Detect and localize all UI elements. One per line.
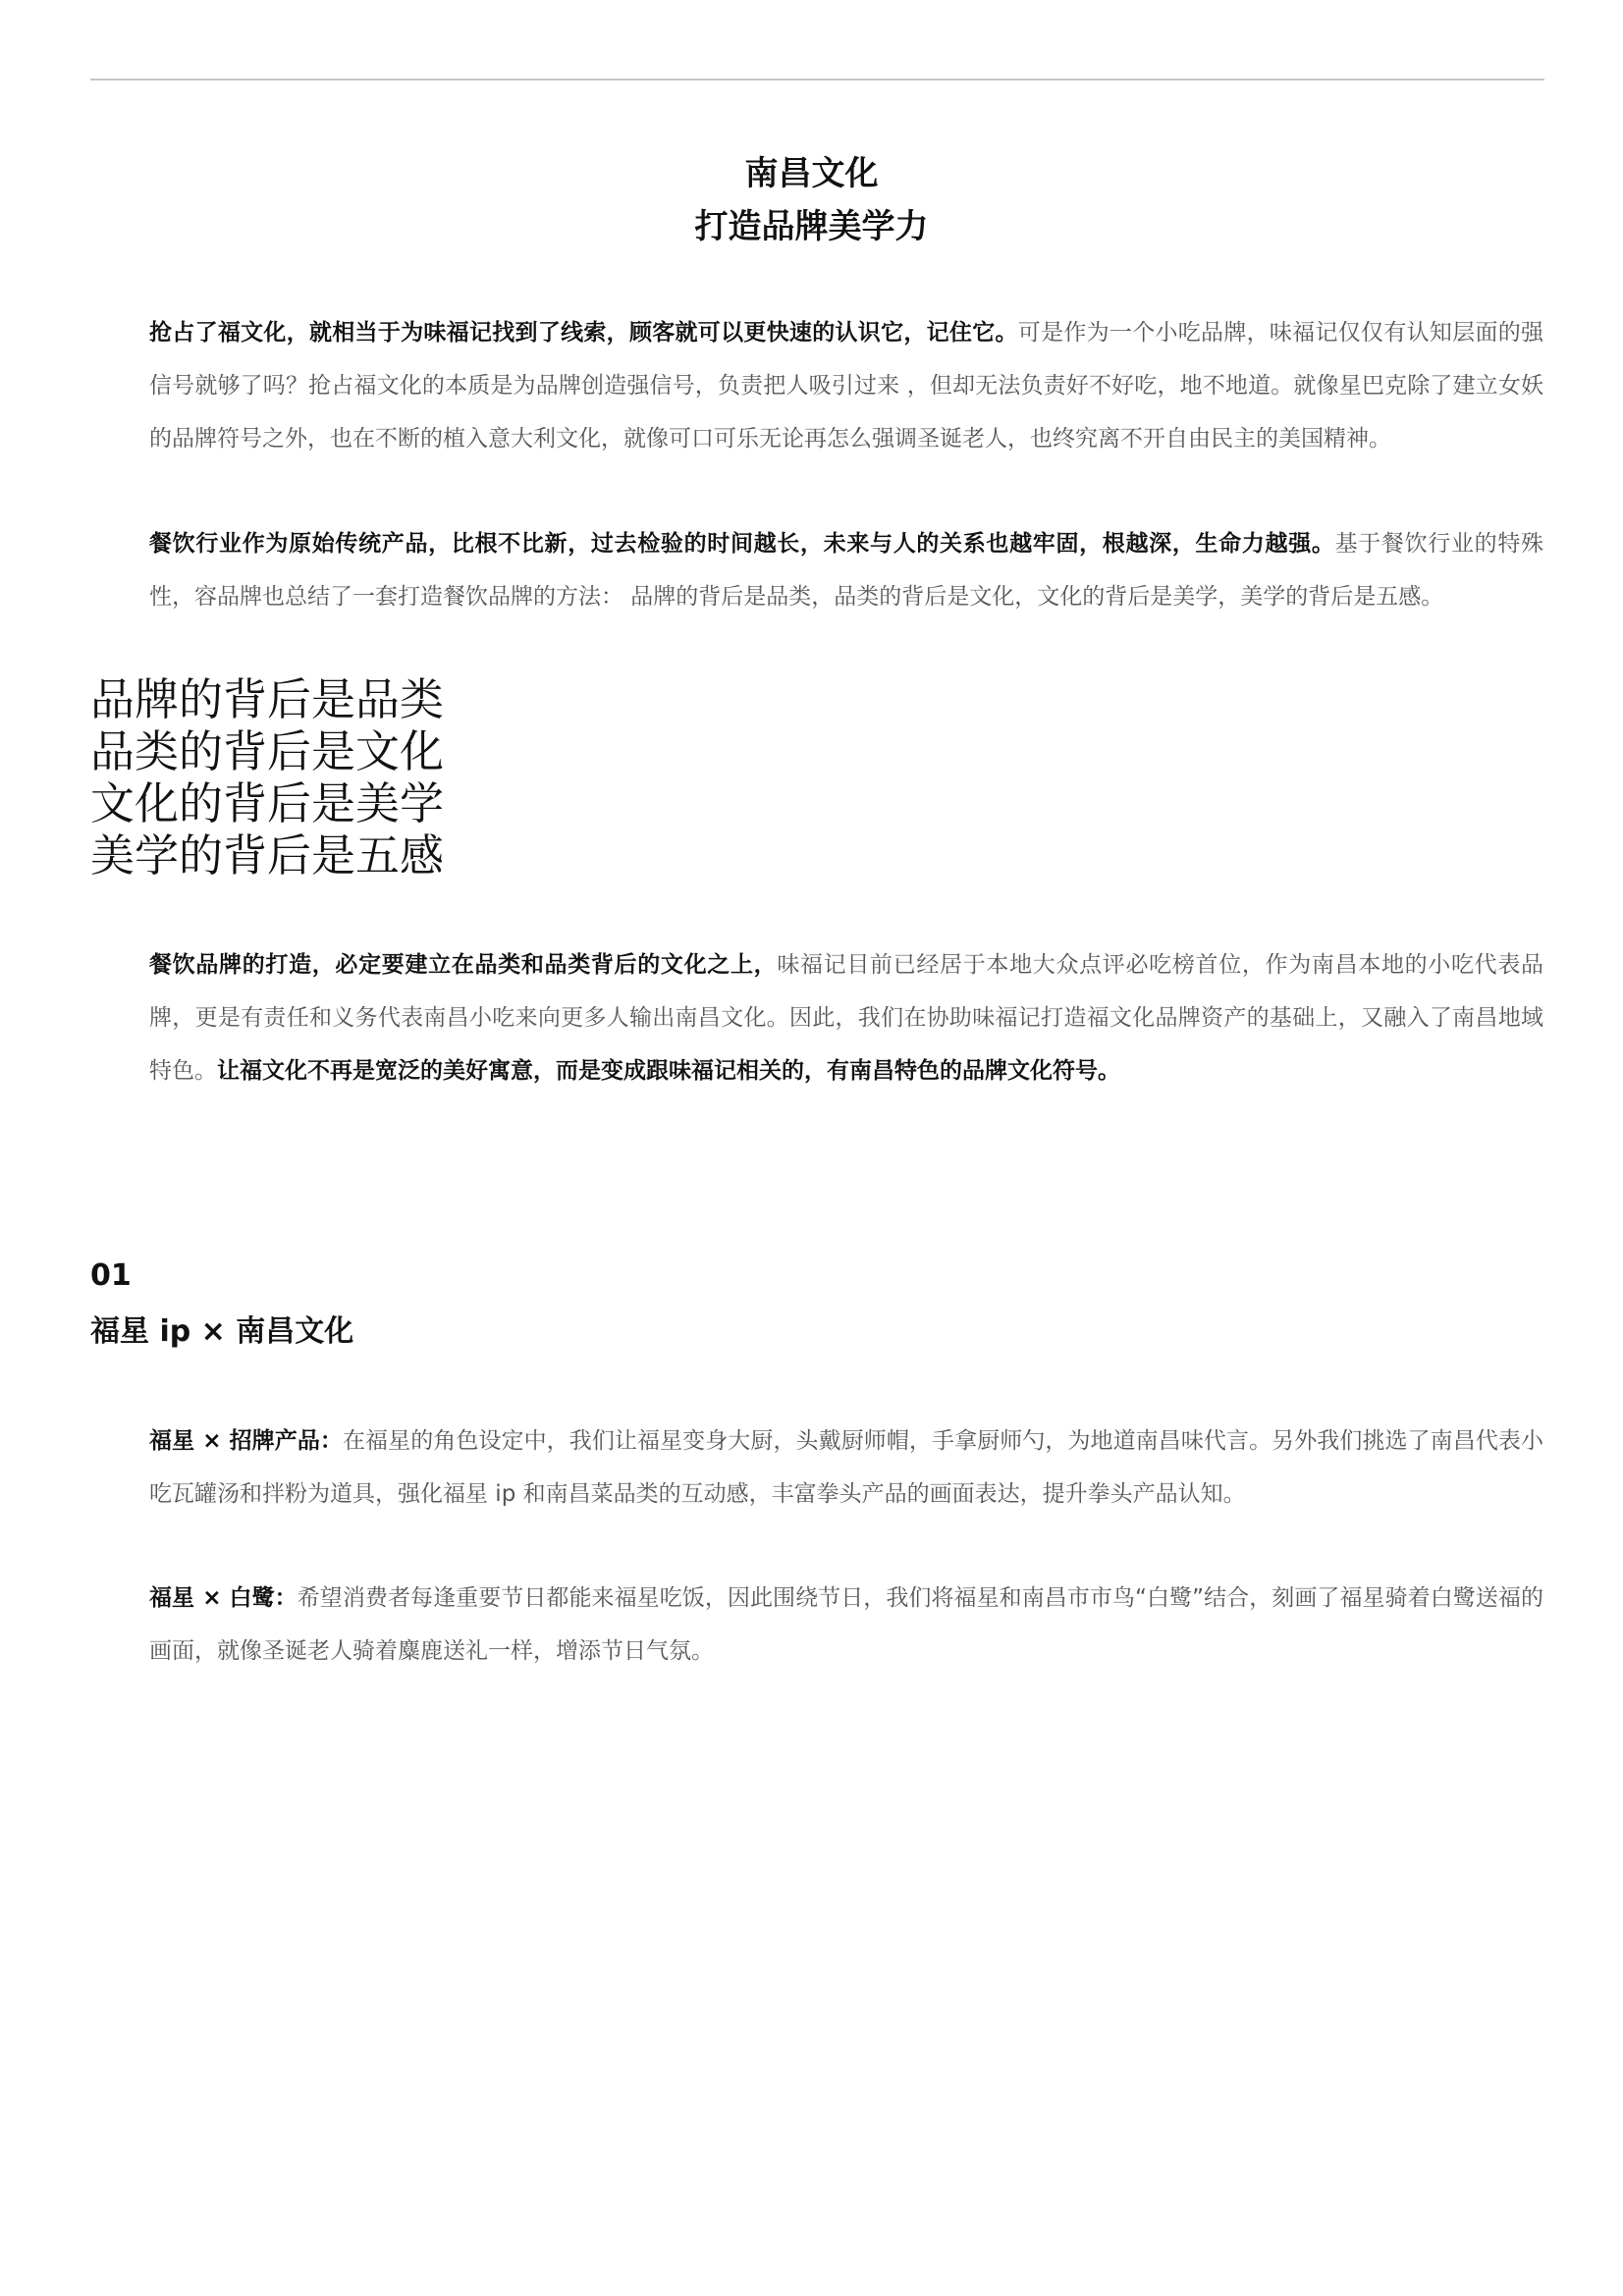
section-number: 01: [90, 1258, 132, 1293]
intro-paragraph-lead: 抢占了福文化，就相当于为味福记找到了线索，顾客就可以更快速的认识它，记住它。: [149, 320, 1018, 346]
intro-paragraph: [149, 306, 1543, 465]
section-title: 福星 ip × 南昌文化: [90, 1314, 354, 1349]
signature-product-paragraph: [149, 1415, 1543, 1521]
slogan-line: 品类的背后是文化: [90, 725, 445, 777]
strategy-paragraph: [149, 938, 1543, 1097]
industry-paragraph: [149, 517, 1543, 623]
page-subtitle: 打造品牌美学力: [694, 207, 929, 246]
intro-paragraph-body: 可是作为一个小吃品牌，味福记仅仅有认知层面的强信号就够了吗？抢占福文化的本质是为品牌创造强信号，负责把人吸引过来 ，但却无法负责好不好吃，地不地道。就像星巴克除了建立女妖的品牌符号之外，也在不断的植入意大利文化，就像可口可乐无论再怎么强调圣诞老人，也终究离不开自由民主的美国精神。: [149, 320, 1544, 452]
egret-lead: 福星 × 白鹭：: [149, 1585, 298, 1611]
top-divider: [90, 79, 1544, 80]
industry-paragraph-lead: 餐饮行业作为原始传统产品，比根不比新，过去检验的时间越长，未来与人的关系也越牢固，根越深，生命力越强。: [149, 531, 1335, 557]
strategy-paragraph-body: 味福记目前已经居于本地大众点评必吃榜首位，作为南昌本地的小吃代表品牌，更是有责任和义务代表南昌小吃来向更多人输出南昌文化。因此，我们在协助味福记打造福文化品牌资产的基础上，又融入了南昌地域特色。: [149, 952, 1544, 1084]
slogan-line: 品牌的背后是品类: [90, 673, 445, 725]
egret-body: 希望消费者每逢重要节日都能来福星吃饭，因此围绕节日，我们将福星和南昌市市鸟“白鹭”结合，刻画了福星骑着白鹭送福的画面，就像圣诞老人骑着麋鹿送礼一样，增添节日气氛。: [149, 1585, 1543, 1664]
strategy-paragraph-conclusion: 让福文化不再是宽泛的美好寓意，而是变成跟味福记相关的，有南昌特色的品牌文化符号。: [217, 1058, 1120, 1084]
slogan-line: 美学的背后是五感: [90, 829, 445, 881]
page-title: 南昌文化: [744, 154, 879, 193]
signature-product-body: 在福星的角色设定中，我们让福星变身大厨，头戴厨师帽，手拿厨师勺，为地道南昌味代言。另外我们挑选了南昌代表小吃瓦罐汤和拌粉为道具，强化福星 ip 和南昌菜品类的互动感，丰富拳头产品的画面表达，提升拳头产品认知。: [149, 1428, 1543, 1507]
brand-slogan: [90, 673, 444, 881]
egret-paragraph: [149, 1572, 1543, 1678]
signature-product-lead: 福星 × 招牌产品：: [149, 1428, 343, 1454]
industry-paragraph-body: 基于餐饮行业的特殊性，容品牌也总结了一套打造餐饮品牌的方法： 品牌的背后是品类，品类的背后是文化，文化的背后是美学，美学的背后是五感。: [149, 531, 1544, 610]
slogan-line: 文化的背后是美学: [90, 777, 445, 829]
strategy-paragraph-lead: 餐饮品牌的打造，必定要建立在品类和品类背后的文化之上，: [149, 952, 778, 978]
